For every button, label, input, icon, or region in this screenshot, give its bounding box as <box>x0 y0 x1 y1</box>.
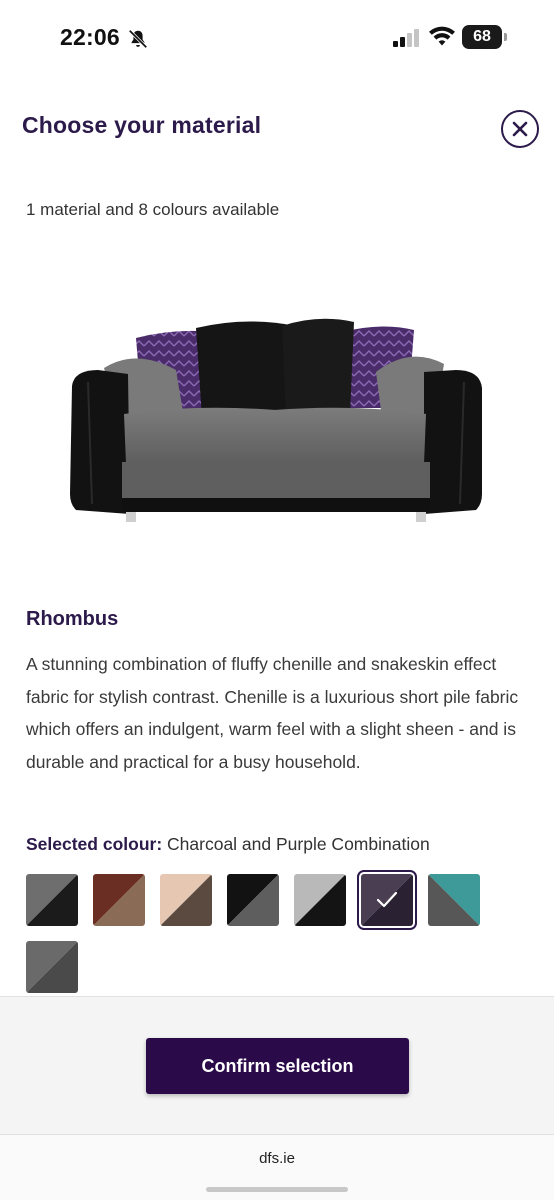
swatch-1[interactable] <box>26 874 78 926</box>
selected-colour-value: Charcoal and Purple Combination <box>167 834 430 854</box>
status-time: 22:06 <box>60 24 120 50</box>
url-text: dfs.ie <box>259 1150 295 1167</box>
wifi-icon <box>428 25 456 47</box>
status-bar <box>0 0 554 76</box>
bell-slash-icon <box>127 28 149 50</box>
swatch-3[interactable] <box>160 874 212 926</box>
sofa-product-image <box>64 308 488 528</box>
battery-level: 68 <box>462 25 502 49</box>
modal-title: Choose your material <box>22 112 262 138</box>
selected-colour <box>26 834 430 855</box>
swatch-2[interactable] <box>93 874 145 926</box>
selected-colour-label: Selected colour: <box>26 834 163 854</box>
close-icon <box>512 121 528 137</box>
close-button[interactable] <box>501 110 539 148</box>
material-name: Rhombus <box>26 608 119 630</box>
swatch-7[interactable] <box>428 874 480 926</box>
swatch-5[interactable] <box>294 874 346 926</box>
confirm-selection-button[interactable]: Confirm selection <box>146 1038 409 1094</box>
availability-text: 1 material and 8 colours available <box>26 200 280 219</box>
swatch-8[interactable] <box>26 941 78 993</box>
checkmark-icon <box>376 891 398 909</box>
swatch-6[interactable] <box>361 874 413 926</box>
battery-icon <box>462 25 508 49</box>
signal-icon <box>392 29 422 47</box>
swatch-4[interactable] <box>227 874 279 926</box>
home-indicator <box>206 1187 348 1192</box>
material-description: A stunning combination of fluffy chenille and snakeskin effect fabric for stylish contrast. Chenille is a luxurious short pile fabric which offers an indulgent, warm feel with a slight sheen - and is durable and practical for a busy household. <box>26 654 519 772</box>
battery-cap <box>504 33 507 41</box>
